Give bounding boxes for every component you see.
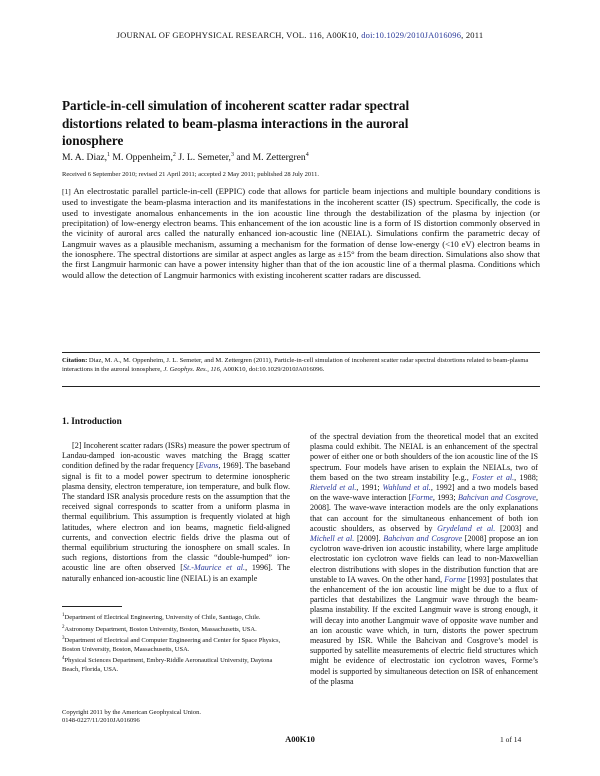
author-list xyxy=(62,152,309,163)
abstract-paragraph-number: [1] xyxy=(62,187,71,196)
author-2: M. Oppenheim, xyxy=(110,152,173,164)
right-column xyxy=(310,432,538,687)
reference-link[interactable]: Forme xyxy=(444,574,466,584)
text-run: [2008] propose an ion cyclotron wave-driven ion acoustic instability, where large amplitude electrostatic ion cyclotron wave fields can lead to non-Maxwellian electron distributions with slopes in the distribution function that are unstable to IA waves. On the other hand, xyxy=(310,534,538,584)
reference-link[interactable]: Michell et al. xyxy=(310,534,355,544)
text-run: [2009]. xyxy=(354,534,384,544)
footnote-text: Department of Electrical and Computer Engineering and Center for Space Physics, Boston University, Boston, Massachusetts, USA. xyxy=(62,637,281,653)
footnote-text: Physical Sciences Department, Embry-Riddle Aeronautical University, Daytona Beach, Florida, USA. xyxy=(62,657,273,673)
section-heading: 1. Introduction xyxy=(62,417,122,427)
page-number: 1 of 14 xyxy=(500,735,522,744)
text-run: , 1991; xyxy=(356,483,383,493)
footnote-text: Department of Electrical Engineering, University of Chile, Santiago, Chile. xyxy=(64,614,261,622)
paper-title: Particle-in-cell simulation of incoherent scatter radar spectral distortions related to beam-plasma interactions in the auroral ionosphere xyxy=(62,98,410,148)
citation-journal: J. Geophys. Res., 116, xyxy=(161,366,222,374)
reference-link[interactable]: Forme xyxy=(411,493,433,503)
reference-link[interactable]: St.-Maurice et al. xyxy=(182,563,246,573)
intro-continuation xyxy=(310,432,538,687)
text-run: [1993] postulates that the enhancement of the ion acoustic line might be due to a flux of particles that destabilizes the Langmuir wave through the beam-plasma instability. If the excited Langmuir wave is strong enough, it will decay into another Langmuir wave of opposite wave number and an ion acoustic wave which, in turn, distorts the power spectrum measured by ISR. While the Bahcivan and Cosgrove’s model is supported by satellite measurements of electric field structures which might be evidence of electrostatic ion cyclotron waves, Forme’s model is supported by simultaneous detection on ISR of enhancement of the plasma xyxy=(310,574,539,686)
reference-link[interactable]: Wahlund et al. xyxy=(382,483,431,493)
text-run: , 1993; xyxy=(432,493,458,503)
footnote-divider xyxy=(62,606,122,607)
footnote xyxy=(62,612,290,623)
article-id-footer: A00K10 xyxy=(285,734,315,744)
section-divider xyxy=(62,386,540,387)
intro-paragraph xyxy=(62,441,290,584)
author-4: and M. Zettergren xyxy=(233,152,306,164)
reference-link[interactable]: Bahcivan and Cosgrove xyxy=(457,493,536,503)
text-run: [2003] and xyxy=(495,523,538,533)
citation-tail: A00K10, doi:10.1029/2010JA016096. xyxy=(221,366,325,374)
footnote-number: 3 xyxy=(62,636,65,642)
doi-link[interactable]: doi:10.1029/2010JA016096 xyxy=(361,30,462,40)
citation-block xyxy=(62,356,540,374)
footnote-number: 1 xyxy=(62,613,65,618)
copyright-block xyxy=(62,709,201,726)
author-3-affil: 3 xyxy=(230,152,234,158)
footnote xyxy=(62,635,290,654)
footnotes xyxy=(62,612,290,675)
text-run: , 1996]. The naturally enhanced ion-acoustic line (NEIAL) is an example xyxy=(62,563,290,583)
footnote xyxy=(62,624,290,635)
author-3: J. L. Semeter, xyxy=(175,152,231,164)
author-1-affil: 1 xyxy=(107,152,111,158)
author-1: M. A. Diaz, xyxy=(62,152,108,164)
reference-link[interactable]: Evans xyxy=(198,461,219,471)
issn-line: 0148-0227/11/2010JA016096 xyxy=(62,717,140,725)
reference-link[interactable]: Rietveld et al. xyxy=(310,483,357,493)
received-dates: Received 6 September 2010; revised 21 April 2011; accepted 2 May 2011; published 28 July 2011. xyxy=(62,171,320,178)
citation-divider xyxy=(62,352,540,353)
abstract xyxy=(62,186,540,280)
footnote-number: 2 xyxy=(62,624,65,630)
reference-link[interactable]: Grydeland et al. xyxy=(437,523,496,533)
author-2-affil: 2 xyxy=(172,152,176,158)
reference-link[interactable]: Bahcivan and Cosgrove xyxy=(383,534,463,544)
text-run: [2] Incoherent scatter radars (ISRs) measure the power spectrum of Landau-damped ion-acoustic waves matching the Bragg scatter condition defined by the radar frequency [ xyxy=(62,441,290,471)
citation-text: Diaz, M. A., M. Oppenheim, J. L. Semeter, and M. Zettergren (2011), Particle-in-cell simulation of incoherent scatter radar spectral distortions related to beam-plasma interactions in the auroral ionosphere, xyxy=(62,357,529,374)
text-run: , 2008]. The wave-wave interaction models are the only explanations that can account for the simultaneous enhancement of both ion acoustic shoulders, as observed by xyxy=(310,493,538,533)
reference-link[interactable]: Foster et al. xyxy=(472,472,515,482)
author-4-affil: 4 xyxy=(305,152,309,158)
copyright-line: Copyright 2011 by the American Geophysical Union. xyxy=(62,709,201,716)
footnote-text: Astronomy Department, Boston University, Boston, Massachusetts, USA. xyxy=(64,625,257,633)
text-run: , 1988; xyxy=(514,472,538,482)
left-column xyxy=(62,441,290,584)
citation-label: Citation: xyxy=(62,357,88,364)
abstract-text: An electrostatic parallel particle-in-cell (EPPIC) code that allows for particle beam injections and multiple boundary conditions is used to investigate the beam-plasma interaction and its manifestations in the incoherent scatter (IS) spectrum. Specifically, the code is used to investigate anomalous enhancements in the ion acoustic line through the destabilization of the plasma by injection (or precipitation) of low-energy electron beams. This enhancement of the ion acoustic line is a form of IS distortion commonly observed in the vicinity of auroral arcs called the naturally enhanced ion-acoustic line (NEIAL). Simulations confirm the parametric decay of Langmuir waves as a plausible mechanism, assuming a mechanism for the formation of dense low-energy (<10 eV) electron beams in the ionosphere. The spectral distortions are similar at aspect angles as large as ±15° from the beam direction. Simulations also show that the first Langmuir harmonic can have a power intensity higher than that of the ion acoustic line of a thermal plasma. Conditions which would allow the detection of Langmuir harmonics with existing incoherent scatter radars are discussed. xyxy=(62,186,540,280)
journal-year: , 2011 xyxy=(461,30,484,40)
journal-header xyxy=(0,30,600,40)
text-run: of the spectral deviation from the theoretical model that an excited plasma could exhibit. The NEIAL is an enhancement of the spectral power of either one or both shoulders of the ion acoustic line of the IS spectrum. Four models have arisen to explain the NEIALs, two of them based on the two stream instability [e.g., xyxy=(310,432,538,482)
text-run: , 1992] and a two models based on the wave-wave interaction [ xyxy=(310,483,538,503)
footnote xyxy=(62,655,290,674)
text-run: , 1969]. The baseband signal is fit to a model power spectrum to determine ionospheric plasma density, electron temperature, ion temperature, and bulk flow. The standard ISR analysis procedure rests on the assumption that the received signal corresponds to scatter from a uniform plasma in thermal equilibrium. This assumption is frequently violated at high latitudes, where electron and ion beams, magnetic field-aligned currents, and convection electric fields drive the plasma out of thermal equilibrium structuring the ionosphere on small scales. In such regions, distortions from the classic “double-humped” ion-acoustic line are often observed [ xyxy=(62,461,290,573)
footnote-number: 4 xyxy=(62,656,65,662)
journal-line: JOURNAL OF GEOPHYSICAL RESEARCH, VOL. 116, A00K10, xyxy=(116,30,359,40)
